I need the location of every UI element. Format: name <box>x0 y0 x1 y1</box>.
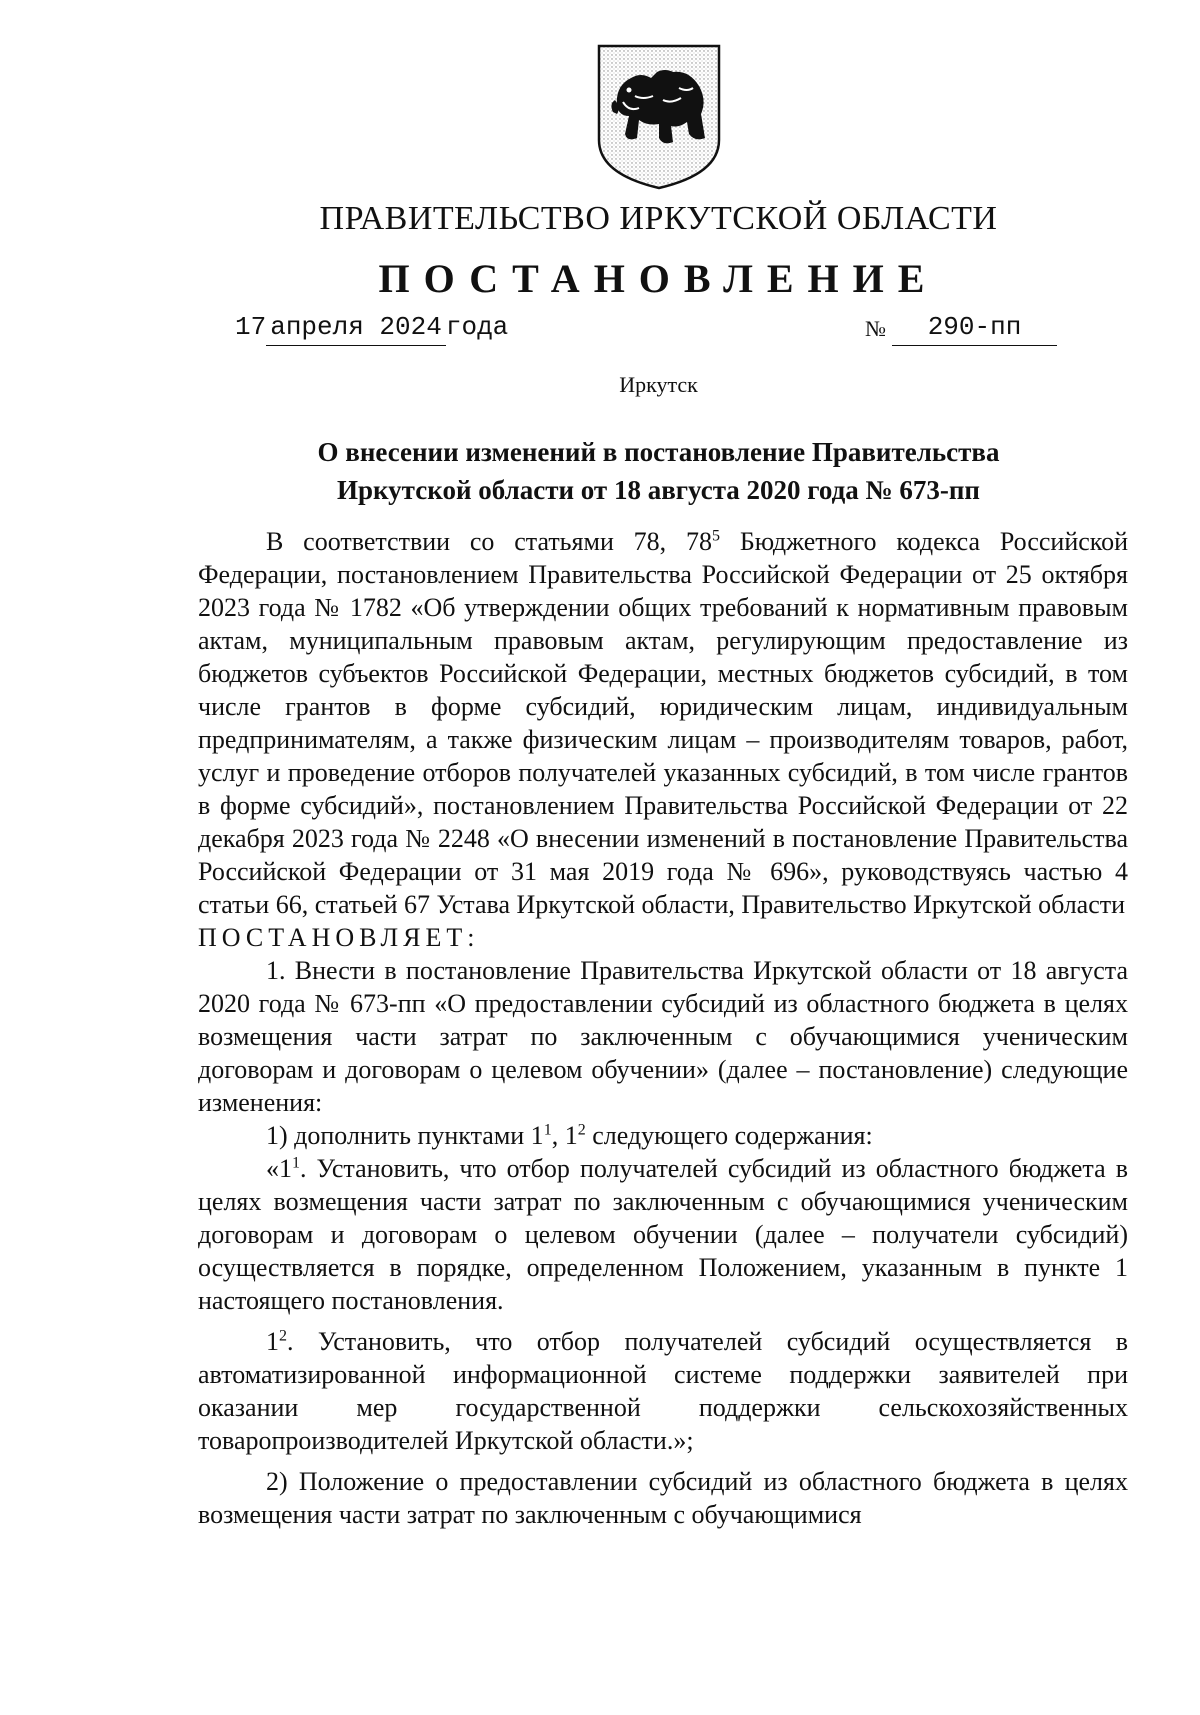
subitem-1-paragraph <box>198 1119 1128 1152</box>
preamble-superscript: 5 <box>712 527 720 545</box>
date-month-year: апреля 2024 <box>266 312 446 346</box>
coat-of-arms-icon <box>595 42 723 192</box>
subitem-1-sup-2: 2 <box>577 1121 586 1139</box>
city: Иркутск <box>619 372 698 397</box>
government-title: ПРАВИТЕЛЬСТВО ИРКУТСКОЙ ОБЛАСТИ <box>319 200 998 237</box>
subitem-2-paragraph: 2) Положение о предоставлении субсидий из областного бюджета в целях возмещения части затрат по заключенным с обучающимися <box>198 1467 1128 1529</box>
date-suffix: года <box>445 312 509 342</box>
document-type: ПОСТАНОВЛЕНИЕ <box>378 256 939 301</box>
document-number <box>865 312 1057 346</box>
date-day: 17 <box>235 312 267 342</box>
document-body <box>198 525 1128 1531</box>
subitem-1-sup-1: 1 <box>543 1121 552 1139</box>
preamble-text-a: В соответствии со статьями 78, 78 <box>266 527 712 556</box>
point-1-2-text-b: . Установить, что отбор получателей субсидий осуществляется в автоматизированной информационной системе поддержки заявителей при оказании мер государственной поддержки сельскохозяйственных товаропроизводителей Иркутской области.»; <box>198 1327 1128 1455</box>
point-1-1-text-a: «1 <box>266 1154 292 1183</box>
point-1-2-sup: 2 <box>279 1327 287 1345</box>
number-sign: № <box>865 316 886 341</box>
subitem-1-text-b: , 1 <box>551 1121 578 1150</box>
item-1-paragraph: 1. Внести в постановление Правительства Иркутской области от 18 августа 2020 года № 673-пп «О предоставлении субсидий из областного бюджета в целях возмещения части затрат по заключенным с обучающимися ученическим договорам и договорам о целевом обучении» (далее – постановление) следующие изменения: <box>198 956 1128 1117</box>
heading-line-2: Иркутской области от 18 августа 2020 года № 673-пп <box>336 475 980 505</box>
heading-line-1: О внесении изменений в постановление Правительства <box>317 437 1000 467</box>
point-1-1-sup: 1 <box>292 1154 300 1172</box>
number-value: 290-пп <box>892 312 1057 346</box>
point-1-1-text-b: . Установить, что отбор получателей субсидий из областного бюджета в целях возмещения части затрат по заключенным с обучающимися ученическим договорам и договорам о целевом обучении (далее – получатели субсидий) осуществляется в порядке, определенном Положением, указанным в пункте 1 настоящего постановления. <box>198 1154 1128 1315</box>
preamble-text-b: Бюджетного кодекса Российской Федерации, постановлением Правительства Российской Федерации от 25 октября 2023 года № 1782 «Об утверждении общих требований к нормативным правовым актам, муниципальным правовым актам, регулирующим предоставление из бюджетов субъектов Российской Федерации, местных бюджетов субсидий, в том числе грантов в форме субсидий, юридическим лицам, индивидуальным предпринимателям, а также физическим лицам – производителям товаров, работ, услуг и проведение отборов получателей указанных субсидий, в том числе грантов в форме субсидий», постановлением Правительства Российской Федерации от 22 декабря 2023 года № 2248 «О внесении изменений в постановление Правительства Российской Федерации от 31 мая 2019 года № 696», руководствуясь частью 4 статьи 66, статьей 67 Устава Иркутской области, Правительство Иркутской области <box>198 527 1128 919</box>
point-1-2-paragraph <box>198 1325 1128 1457</box>
document-date <box>235 312 508 342</box>
subitem-1-text-c: следующего содержания: <box>585 1121 873 1150</box>
decree-word: ПОСТАНОВЛЯЕТ: <box>198 923 480 952</box>
document-heading <box>200 433 1117 509</box>
preamble-paragraph <box>198 525 1128 921</box>
subitem-1-text-a: 1) дополнить пунктами 1 <box>266 1121 544 1150</box>
point-1-1-paragraph <box>198 1152 1128 1317</box>
point-1-2-text-a: 1 <box>266 1327 279 1356</box>
